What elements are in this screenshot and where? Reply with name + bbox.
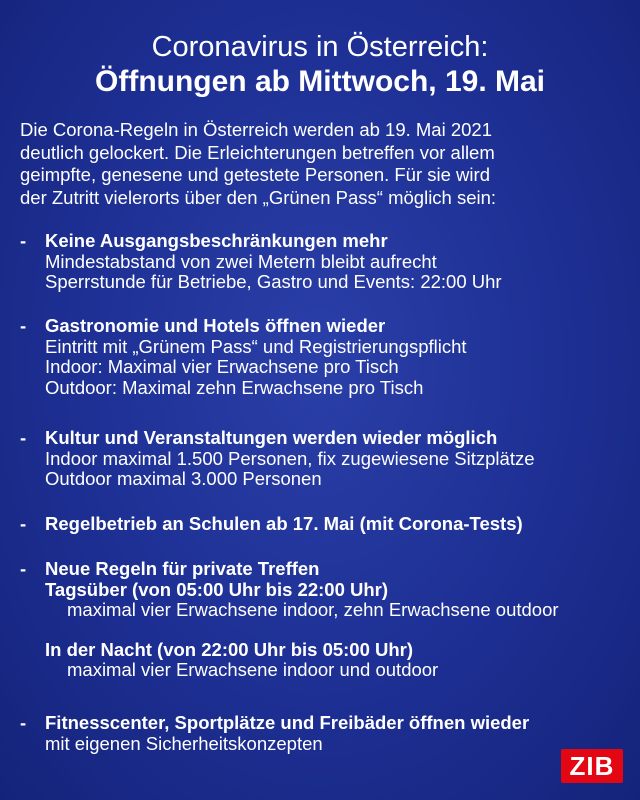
bullet-dash: -: [20, 513, 27, 534]
list-item-fitness: [20, 713, 630, 754]
item-heading: Regelbetrieb an Schulen ab 17. Mai (mit Corona-Tests): [45, 513, 523, 534]
list-item-curfew: [20, 231, 630, 293]
item-heading: Neue Regeln für private Treffen: [45, 558, 320, 579]
item-line: Indoor maximal 1.500 Personen, fix zugewiesene Sitzplätze: [45, 447, 535, 469]
day-text: maximal vier Erwachsene indoor, zehn Erwachsene outdoor: [67, 599, 559, 620]
spacer: [45, 621, 630, 640]
bullet-dash: -: [20, 230, 27, 251]
intro-line: der Zutritt vielerorts über den „Grünen Pass“ möglich sein:: [20, 186, 497, 208]
title-line-1: Coronavirus in Österreich:: [151, 31, 489, 63]
bullet-dash: -: [20, 712, 27, 733]
item-line: Sperrstunde für Betriebe, Gastro und Events: 22:00 Uhr: [45, 271, 502, 292]
intro-line: Die Corona-Regeln in Österreich werden ab 19. Mai 2021: [20, 119, 493, 140]
list-item-culture: [20, 428, 630, 490]
bullet-dash: -: [20, 558, 27, 579]
night-text: maximal vier Erwachsene indoor und outdoor: [67, 659, 439, 680]
list-item-schools: [20, 514, 630, 535]
item-heading: Kultur und Veranstaltungen werden wieder möglich: [45, 427, 498, 448]
item-heading: Fitnesscenter, Sportplätze und Freibäder öffnen wieder: [45, 712, 530, 733]
item-line: Outdoor maximal 3.000 Personen: [45, 468, 322, 489]
item-heading: Gastronomie und Hotels öffnen wieder: [45, 315, 386, 336]
list-item-gastronomy: [20, 316, 630, 398]
item-heading: Keine Ausgangsbeschränkungen mehr: [45, 230, 388, 251]
intro-paragraph: [20, 119, 630, 209]
item-line: Indoor: Maximal vier Erwachsene pro Tisch: [45, 356, 399, 377]
title-line-2: Öffnungen ab Mittwoch, 19. Mai: [95, 65, 545, 98]
zib-logo: ZIB: [561, 749, 623, 783]
item-line: Outdoor: Maximal zehn Erwachsene pro Tisch: [45, 376, 424, 398]
item-line: mit eigenen Sicherheitskonzepten: [45, 732, 323, 754]
bullet-dash: -: [20, 427, 27, 448]
item-line: Eintritt mit „Grünem Pass“ und Registrierungspflicht: [45, 335, 467, 357]
bullet-dash: -: [20, 315, 27, 336]
day-heading: Tagsüber (von 05:00 Uhr bis 22:00 Uhr): [45, 578, 389, 600]
list-item-private-meetings: [20, 559, 630, 681]
intro-line: deutlich gelockert. Die Erleichterungen betreffen vor allem: [20, 141, 495, 163]
intro-line: geimpfte, genesene und getestete Personen. Für sie wird: [20, 164, 490, 185]
night-heading: In der Nacht (von 22:00 Uhr bis 05:00 Uhr): [45, 638, 414, 660]
item-line: Mindestabstand von zwei Metern bleibt aufrecht: [45, 250, 437, 272]
